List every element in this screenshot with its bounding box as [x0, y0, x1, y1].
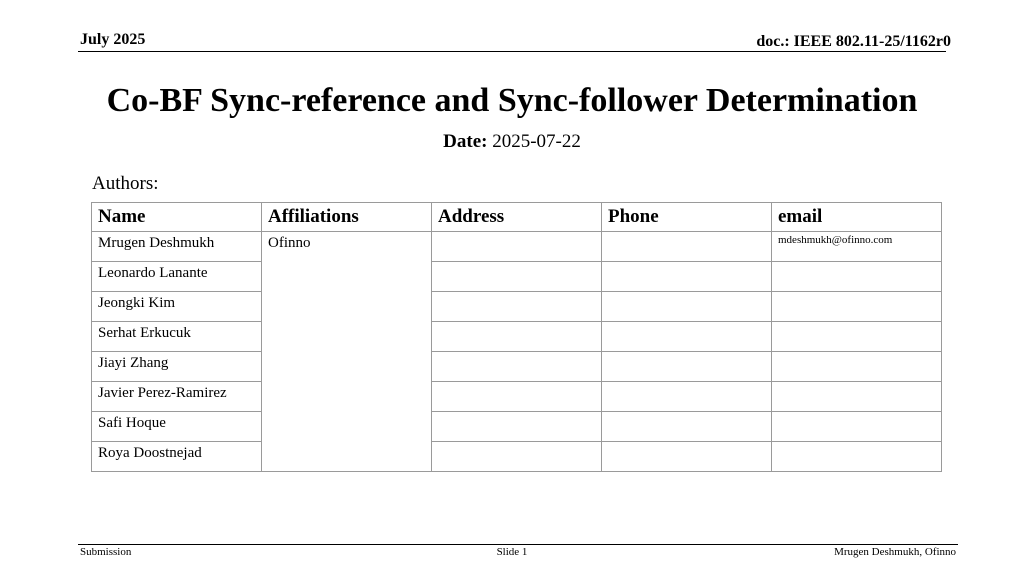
- author-name: Leonardo Lanante: [92, 262, 262, 292]
- footer-slide-number: Slide 1: [496, 546, 528, 558]
- header-address: Address: [432, 203, 602, 232]
- author-phone: [602, 322, 772, 352]
- author-email: [772, 382, 942, 412]
- header-phone: Phone: [602, 203, 772, 232]
- table-row: [92, 262, 942, 292]
- author-phone: [602, 262, 772, 292]
- table-header-row: [92, 203, 942, 232]
- date-label: Date:: [443, 131, 488, 152]
- table-row: [92, 412, 942, 442]
- footer-author: Mrugen Deshmukh, Ofinno: [834, 546, 956, 558]
- author-email: [772, 352, 942, 382]
- author-phone: [602, 442, 772, 472]
- author-name: Jiayi Zhang: [92, 352, 262, 382]
- footer-divider: [78, 544, 958, 545]
- slide-title: Co-BF Sync-reference and Sync-follower Determination: [106, 82, 918, 119]
- author-phone: [602, 292, 772, 322]
- date-line: [0, 131, 1024, 153]
- authors-table: [91, 202, 942, 472]
- author-email: [772, 292, 942, 322]
- author-email: mdeshmukh@ofinno.com: [772, 232, 942, 262]
- author-address: [432, 322, 602, 352]
- footer-submission: Submission: [80, 546, 132, 558]
- author-email: [772, 322, 942, 352]
- table-row: [92, 382, 942, 412]
- author-name: Jeongki Kim: [92, 292, 262, 322]
- author-phone: [602, 232, 772, 262]
- author-address: [432, 442, 602, 472]
- author-phone: [602, 382, 772, 412]
- author-name: Roya Doostnejad: [92, 442, 262, 472]
- header-doc-id: doc.: IEEE 802.11-25/1162r0: [756, 33, 951, 50]
- author-address: [432, 352, 602, 382]
- author-name: Mrugen Deshmukh: [92, 232, 262, 262]
- table-row: [92, 442, 942, 472]
- author-address: [432, 232, 602, 262]
- author-phone: [602, 352, 772, 382]
- header-name: Name: [92, 203, 262, 232]
- author-name: Serhat Erkucuk: [92, 322, 262, 352]
- table-row: [92, 352, 942, 382]
- table-row: [92, 292, 942, 322]
- date-value: 2025-07-22: [492, 131, 581, 152]
- header-divider: [78, 51, 946, 52]
- author-name: Safi Hoque: [92, 412, 262, 442]
- author-affiliation: Ofinno: [262, 232, 432, 472]
- table-row: [92, 232, 942, 262]
- authors-label: Authors:: [92, 173, 159, 194]
- author-phone: [602, 412, 772, 442]
- header-date: July 2025: [80, 31, 146, 48]
- author-address: [432, 382, 602, 412]
- author-address: [432, 412, 602, 442]
- author-name: Javier Perez-Ramirez: [92, 382, 262, 412]
- table-row: [92, 322, 942, 352]
- author-email: [772, 442, 942, 472]
- author-email: [772, 262, 942, 292]
- author-email: [772, 412, 942, 442]
- header-affiliations: Affiliations: [262, 203, 432, 232]
- author-address: [432, 292, 602, 322]
- author-address: [432, 262, 602, 292]
- header-email: email: [772, 203, 942, 232]
